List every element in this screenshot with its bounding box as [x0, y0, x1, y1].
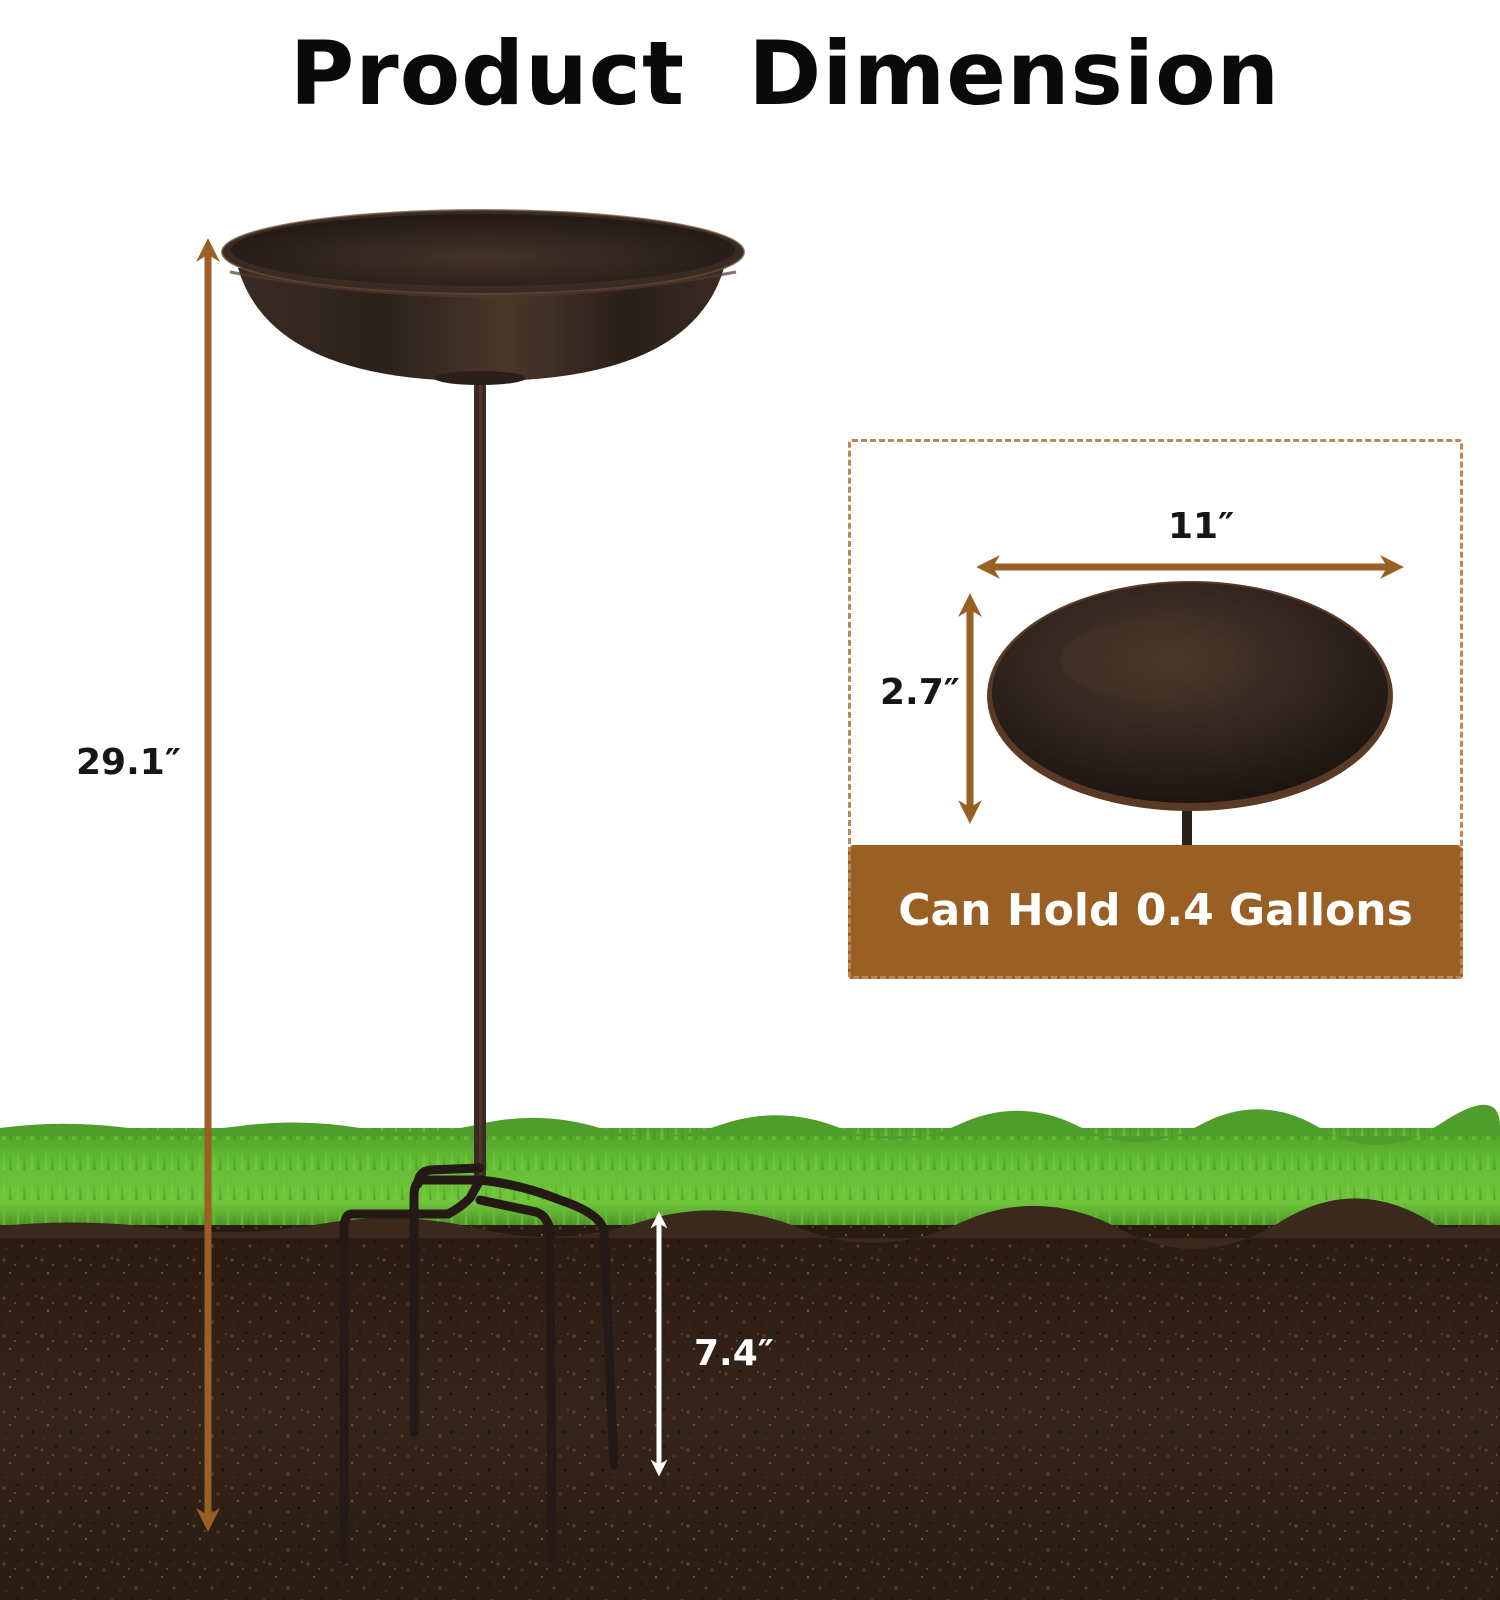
stake-depth-label: 7.4″ [694, 1333, 774, 1374]
height-label: 29.1″ [76, 742, 181, 783]
bowl-foot [434, 371, 526, 385]
depth-label: 2.7″ [880, 672, 960, 713]
grass-texture [0, 1128, 1500, 1228]
bowl [222, 210, 744, 385]
width-label: 11″ [1168, 506, 1235, 547]
capacity-banner [848, 845, 1463, 979]
capacity-text: Can Hold 0.4 Gallons [898, 885, 1413, 936]
bowl-inner [231, 214, 735, 286]
page-title: Product Dimension [289, 22, 1281, 125]
soil-texture [0, 1225, 1500, 1600]
